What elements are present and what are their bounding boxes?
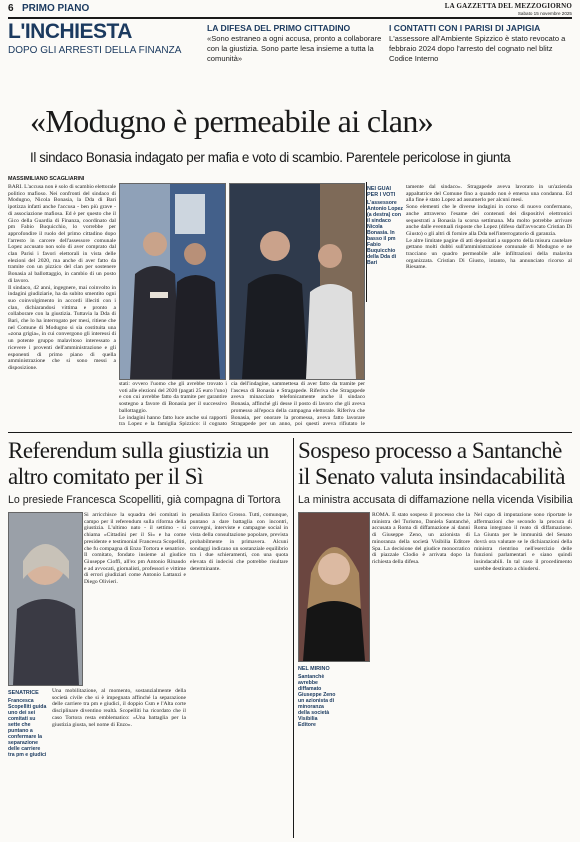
story2-text1: Si arricchisce la squadra dei comitati in campo per il referendum sulla riforma della giustizia. L'ultimo nato - il settimo - si chiama «Cittadini per il Sì» e ha come presidente e testimonial Francesca Scopelliti, che fu compagna di Enzo Tortora e senatrice. Il comitato, fondato insieme al giudice Giuseppe Cioffi, all'ex pm Antonio Rinaudo e ad avvocati, giornalisti, professori e vittime di errori giudiziari come Antonio Lattanzi e Diego Olivieri. — [84, 512, 186, 586]
main-col5: tamente dal sindaco». Stragapede aveva lavorato in un'azienda appaltatrice del Comune fino a quando non è emersa una condanna. Ed alla fine è stato Lopez ad assumerlo per alcuni mesi. Sono elementi che le diverse indagini in corso di nuovo confermano, anche attraverso l'esame dei contenuti dei dispositivi elettronici sequestrati a Bonasia la scorsa settimana. Ma molto potrebbe arrivare anche dalle eventuali risposte che Lopez (difeso dall'avvocato Cristian Di Giusto) o gli altri di fornire alla Dda nell'interrogatorio di garanzia. Le altre limitate pagine di atti depositati a supporto della misura cautelare gettano molti dubbi sull'amministrazione comunale di Modugno e ne tracciano un quadro permeabile alle infiltrazioni della malavita organizzata. Cristian Di Giusto, intanto, ha annunciato ricorso al Riesame. — [406, 184, 572, 271]
story2-subhead: Lo presiede Francesca Scopelliti, già compagna di Tortora — [8, 494, 281, 506]
story2-text3: penalista Enrico Grosso. Tutti, comunque, puntano a dare battaglia con incontri, convegni, interviste e campagne social in vista della consultazione popolare, prevista probabilmente in primavera. Alcuni sondaggi indicano un sostanziale equilibrio tra i due schieramenti, con una quota elevata di indecisi che potrebbe risultare determinante. — [190, 512, 288, 572]
story3-subhead: La ministra accusata di diffamazione nella vicenda Visibilia — [298, 494, 573, 506]
story2-text2: Una mobilitazione, al momento, sostanzialmente della società civile che si è impegnata affinché la separazione delle carriere tra pm e giudici, il doppio Csm e l'Alta corte disciplinare diventino realtà. Scopelliti ha ricordato che il caso Tortora resta emblematico: «Una battaglia per la giustizia giusta, nel nome di Enzo». — [52, 688, 186, 728]
kicker-title: L'INCHIESTA — [8, 20, 132, 43]
page-number: 6 — [8, 3, 14, 14]
main-col4: cia dell'indagine, sammettesa di aver fatto da tramite per l'ascesa di Bonasia e Stragapede. Riferiva che Stragapede aveva minacciato telefonicamente anche il sindaco Bonasia, affinché gli desse il posto di lavoro che gli aveva promesso all'epoca della campagna elettorale. Riferiva che Bonasia, per onorare la promessa, aveva fatto lavorare Stragapede per un anno, poi questi aveva rifiutato le — [231, 381, 365, 428]
story3-text2: Nel capo di imputazione sono riportate le affermazioni che secondo la procura di Roma integrano il reato di diffamazione. La Giunta per le immunità del Senato dovrà ora valutare se le dichiarazioni della ministra rientrino nell'esercizio delle funzioni parlamentari e siano quindi insindacabili. In tal caso il procedimento sarebbe destinato a chiudersi. — [474, 512, 572, 572]
box1-text: «Sono estraneo a ogni accusa, pronto a collaborare con la giustizia. Sono parte lesa insieme a tutta la comunità» — [207, 34, 382, 63]
kicker-subtitle: DOPO GLI ARRESTI DELLA FINANZA — [8, 45, 182, 56]
box2-title: I CONTATTI CON I PARISI DI JAPIGIA — [389, 23, 541, 33]
main-headline: «Modugno è permeabile ai clan» — [30, 103, 434, 139]
main-byline: MASSIMILIANO SCAGLIARINI — [8, 176, 85, 182]
newspaper-name: LA GAZZETTA DEL MEZZOGIORNO — [444, 2, 572, 10]
section-label: PRIMO PIANO — [22, 3, 90, 14]
story3-headline: Sospeso processo a Santanchè il Senato valuta insindacabilità — [298, 438, 565, 489]
main-subhead: Il sindaco Bonasia indagato per mafia e voto di scambio. Parentele pericolose in giunta — [30, 150, 511, 165]
story2-photo — [8, 512, 83, 686]
main-col3: stati: ovvero l'uomo che gli avrebbe trovato i voti alle elezioni del 2020 (pagati 25 euro l'uno) e con cui avrebbe fatto da tramite per garantire sostegno a favore di Bonasia per il successivo ballottaggio. Le indagini hanno fatto luce anche sui rapporti tra Lopez e la famiglia Spizzico: il cognato — [119, 381, 227, 428]
section-rule-1 — [8, 432, 572, 433]
photo-figures — [120, 184, 225, 379]
issue-date: Sabato 15 novembre 2025 — [517, 11, 572, 16]
story3-caption: Santanchè avrebbe diffamato Giuseppe Zeno un azionista di minoranza della società Visibilia Editore — [298, 674, 336, 728]
story2-caption: Francesca Scopelliti guida uno dei sei comitati su sette che puntano a confermare la separazione delle carriere tra pm e giudici — [8, 698, 47, 758]
main-photo-inset — [229, 183, 365, 380]
story2-caption-title: SENATRICE — [8, 690, 39, 696]
box2-text: L'assessore all'Ambiente Spizzico è stato revocato a febbraio 2024 dopo l'arresto del cognato nel blitz Codice Interno — [389, 34, 566, 63]
main-col1: BARI. L'accusa non è solo di scambio elettorale politico mafioso. Nei confronti del sindaco di Modugno, Nicola Bonasia, la Dda di Bari ipotizza infatti anche l'accusa - ben più grave - di associazione mafiosa. Ed è per questo che il Gico della Guardia di Finanza, coordinato dal pm Fabio Buquicchio, lo vorrebbe per approfondire il ruolo del primo cittadino dopo l'arresto in carcere dell'assessore comunale Lopez accusato non solo di aver comprato dal clan Parisi i favori elettorali in vista delle elezioni del 2020, ma anche di aver fatto da tramite con un pizzico del clan per sostenere Bonasia al ballottaggio, in cambio di un posto di lavoro. Il sindaco, 42 anni, ingegnere, mai coinvolto in indagini giudiziarie, ha da subito smentito ogni suo coinvolgimento in accordi illeciti con i clan, dichiarandosi vittima e pronto a collaborare con la giustizia. Tuttavia la Dda di Bari, che lo ha interrogato per mesi, ritiene che nel Comune di Modugno si sia costituita una «zona grigia», in cui convergono gli interessi di un potente gruppo malavitoso interessato a ricevere i proventi dell'amministrazione e gli esponenti di primo piano di quella amministrazione che si sono messi a disposizione. — [8, 184, 116, 371]
story3-text1: ROMA. È stato sospeso il processo che la ministra del Turismo, Daniela Santanchè, accusata a Roma di diffamazione ai danni di Giuseppe Zeno, un azionista di minoranza della società Visibilia Editore Spa. La decisione del giudice monocratico di piazzale Clodio è arrivata dopo la richiesta della difesa. — [372, 512, 470, 565]
story2-headline: Referendum sulla giustizia un altro comitato per il Sì — [8, 438, 269, 489]
story3-photo — [298, 512, 370, 662]
box1-title: LA DIFESA DEL PRIMO CITTADINO — [207, 23, 351, 33]
header-rule — [8, 17, 572, 19]
main-photo — [119, 183, 226, 380]
inset-figures — [230, 184, 364, 379]
photo-caption: L'assessore Antonio Lopez (a destra) con il sindaco Nicola Bonasia. In basso il pm Fabio Buquicchio della Dda di Bari — [367, 200, 404, 266]
story3-caption-title: NEL MIRINO — [298, 666, 330, 672]
story3-portrait — [299, 513, 369, 661]
story2-portrait — [9, 513, 82, 685]
story-divider — [293, 438, 294, 838]
photo-caption-title: NEI GUAI PER I VOTI — [367, 186, 396, 199]
